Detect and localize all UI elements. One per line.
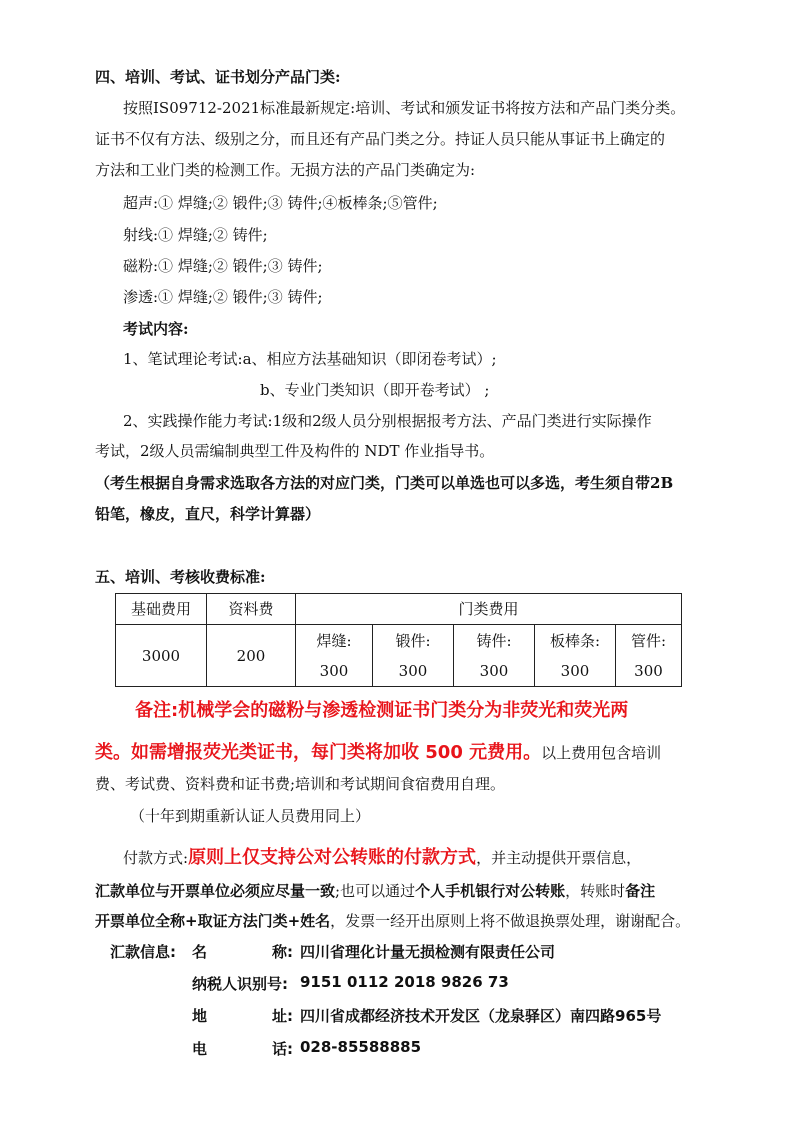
remark-line3: 费、考试费、资料费和证书费;培训和考试期间食宿费用自理。 — [95, 775, 506, 793]
remit-key-phone-2: 话: — [272, 1040, 293, 1058]
table-row — [116, 625, 682, 687]
category-name: 管件: — [630, 631, 667, 650]
category-fee: 300 — [560, 661, 590, 680]
payment-normal-2: ，转账时 — [565, 882, 626, 900]
renewal-note: （十年到期重新认证人员费用同上） — [130, 807, 371, 825]
remit-label: 汇款信息: — [110, 943, 176, 961]
remit-key-address-1: 地 — [192, 1007, 208, 1025]
payment-suffix: ，并主动提供开票信息， — [476, 849, 642, 867]
payment-bold-2: 个人手机银行对公转账 — [415, 882, 566, 900]
method-radiographic: 射线:① 焊缝;② 铸件; — [123, 226, 268, 244]
method-magnetic: 磁粉:① 焊缝;② 锻件;③ 铸件; — [123, 257, 323, 275]
exam-written-a: 1、笔试理论考试:a、相应方法基础知识（即闭卷考试）; — [123, 350, 497, 368]
exam-title: 考试内容: — [123, 320, 189, 338]
section5-heading: 五、培训、考核收费标准: — [95, 568, 266, 586]
paragraph-line: 证书不仅有方法、级别之分，而且还有产品门类之分。持证人员只能从事证书上确定的 — [95, 130, 666, 148]
table-header-row — [116, 594, 682, 625]
category-fee: 300 — [634, 661, 663, 680]
remark-black-text: 以上费用包含培训 — [541, 744, 662, 762]
exam-written-b: b、专业门类知识（即开卷考试） ; — [260, 381, 490, 399]
remit-phone: 028-85588885 — [300, 1038, 422, 1056]
candidate-note-line2: 铅笔，橡皮，直尺，科学计算器） — [95, 505, 321, 523]
candidate-note-line1: （考生根据自身需求选取各方法的对应门类，门类可以单选也可以多选，考生须自带2B — [95, 474, 674, 492]
category-forging — [373, 625, 454, 687]
exam-practical-line2: 考试，2级人员需编制典型工件及构件的 NDT 作业指导书。 — [95, 442, 495, 460]
header-material-fee: 资料费 — [207, 594, 296, 625]
section4-heading: 四、培训、考试、证书划分产品门类: — [95, 68, 341, 86]
header-category-fee: 门类费用 — [296, 594, 682, 625]
remark-red-text: 类。如需增报荧光类证书，每门类将加收 500 元费用。 — [95, 742, 542, 763]
method-penetrant: 渗透:① 焊缝;② 锻件;③ 铸件; — [123, 288, 323, 306]
remit-company-name: 四川省理化计量无损检测有限责任公司 — [300, 943, 556, 961]
exam-practical-line1: 2、实践操作能力考试:1级和2级人员分别根据报考方法、产品门类进行实际操作 — [123, 412, 652, 430]
fee-table — [115, 593, 682, 687]
remark-line1: 备注:机械学会的磁粉与渗透检测证书门类分为非荧光和荧光两 — [135, 700, 629, 721]
remit-key-name-1: 名 — [192, 943, 208, 961]
paragraph-line: 按照IS09712-2021标准最新规定:培训、考试和颁发证书将按方法和产品门类分类。 — [123, 99, 686, 117]
remit-address: 四川省成都经济技术开发区（龙泉驿区）南四路965号 — [300, 1007, 662, 1025]
category-weld — [296, 625, 373, 687]
category-pipe — [616, 625, 682, 687]
payment-red-text: 原则上仅支持公对公转账的付款方式 — [188, 847, 477, 868]
header-base-fee: 基础费用 — [116, 594, 207, 625]
payment-normal-1: ;也可以通过 — [335, 882, 416, 900]
payment-label: 付款方式: — [123, 849, 189, 867]
paragraph-line: 方法和工业门类的检测工作。无损方法的产品门类确定为: — [95, 161, 476, 179]
payment-normal-3: ，发票一经开出原则上将不做退换票处理，谢谢配合。 — [330, 912, 691, 930]
category-fee: 300 — [398, 661, 428, 680]
category-name: 板棒条: — [549, 631, 601, 650]
category-bar — [535, 625, 616, 687]
base-fee-value: 3000 — [116, 625, 207, 687]
payment-line2 — [95, 880, 655, 901]
remit-tax-id: 9151 0112 2018 9826 73 — [300, 973, 509, 991]
remit-key-taxid: 纳税人识别号: — [192, 975, 288, 993]
payment-bold-3: 备注 — [625, 882, 656, 900]
category-name: 焊缝: — [316, 631, 352, 650]
remit-key-address-2: 址: — [272, 1007, 293, 1025]
remit-key-name-2: 称: — [272, 943, 293, 961]
method-ultrasonic: 超声:① 焊缝;② 锻件;③ 铸件;④板棒条;⑤管件; — [123, 194, 438, 212]
remit-key-phone-1: 电 — [192, 1040, 208, 1058]
category-casting — [454, 625, 535, 687]
category-fee: 300 — [319, 661, 349, 680]
payment-bold-4: 开票单位全称+取证方法门类+姓名 — [95, 912, 331, 930]
category-fee: 300 — [479, 661, 509, 680]
category-name: 锻件: — [395, 631, 431, 650]
payment-bold-1: 汇款单位与开票单位必须应尽量一致 — [95, 882, 336, 900]
payment-line3 — [95, 910, 690, 931]
material-fee-value: 200 — [207, 625, 296, 687]
payment-line1 — [123, 843, 641, 869]
category-name: 铸件: — [476, 631, 512, 650]
remark-line2 — [95, 738, 661, 764]
